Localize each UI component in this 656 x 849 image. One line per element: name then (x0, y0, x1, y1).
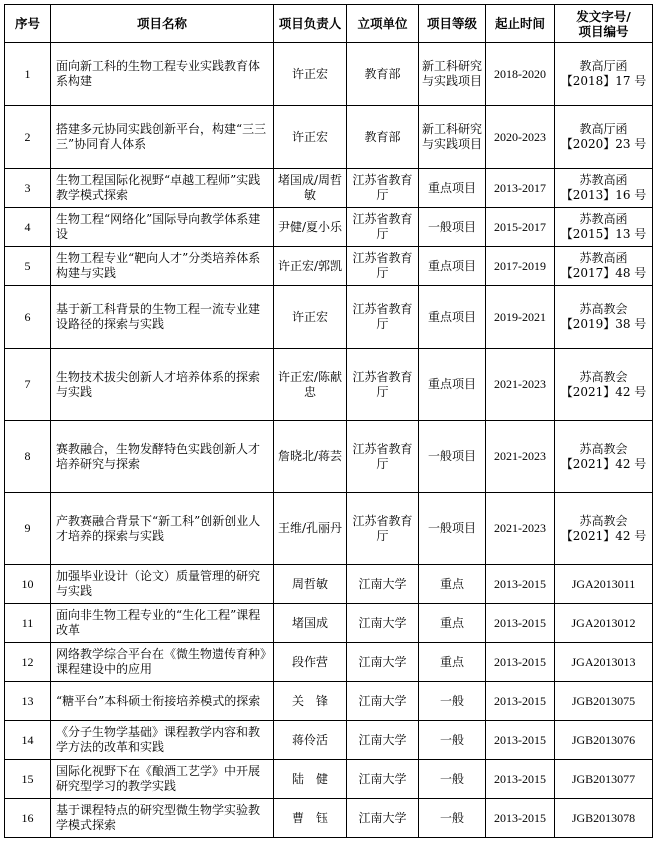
cell-no: 15 (5, 760, 51, 799)
cell-doc (555, 247, 653, 286)
header-no: 序号 (5, 5, 51, 43)
cell-no: 9 (5, 493, 51, 565)
cell-leader: 王维/孔丽丹 (274, 493, 347, 565)
header-row (5, 5, 653, 43)
cell-period: 2013-2015 (486, 643, 555, 682)
cell-period: 2013-2015 (486, 682, 555, 721)
cell-period: 2013-2015 (486, 565, 555, 604)
cell-name: 基于课程特点的研究型微生物学实验教学模式探索 (51, 799, 274, 838)
cell-leader: 许正宏 (274, 286, 347, 349)
table-row (5, 721, 653, 760)
cell-doc (555, 604, 653, 643)
cell-name: 生物技术拔尖创新人才培养体系的探索与实践 (51, 349, 274, 421)
table-row (5, 799, 653, 838)
table-row (5, 169, 653, 208)
header-name: 项目名称 (51, 5, 274, 43)
table-row (5, 493, 653, 565)
cell-period: 2021-2023 (486, 493, 555, 565)
cell-unit: 江南大学 (347, 682, 419, 721)
cell-doc-line1: JGA2013013 (571, 654, 636, 669)
cell-name: “糖平台”本科硕士衔接培养模式的探索 (51, 682, 274, 721)
cell-no: 11 (5, 604, 51, 643)
cell-unit: 江南大学 (347, 721, 419, 760)
cell-no: 12 (5, 643, 51, 682)
cell-level: 一般项目 (419, 208, 486, 247)
cell-leader: 曹 钰 (274, 799, 347, 838)
cell-leader: 周哲敏 (274, 565, 347, 604)
cell-leader: 堵国成 (274, 604, 347, 643)
cell-level: 重点 (419, 643, 486, 682)
cell-level: 重点项目 (419, 169, 486, 208)
table-row (5, 643, 653, 682)
header-doc-line1: 发文字号/ (576, 8, 631, 24)
cell-name: 基于新工科背景的生物工程一流专业建设路径的探索与实践 (51, 286, 274, 349)
cell-leader: 段作营 (274, 643, 347, 682)
cell-doc (555, 493, 653, 565)
cell-name: 面向非生物工程专业的“生化工程”课程改革 (51, 604, 274, 643)
cell-no: 13 (5, 682, 51, 721)
cell-level: 一般项目 (419, 493, 486, 565)
cell-leader: 许正宏 (274, 43, 347, 106)
cell-no: 14 (5, 721, 51, 760)
table-row (5, 565, 653, 604)
cell-name: 赛教融合，生物发酵特色实践创新人才培养研究与探索 (51, 421, 274, 493)
table-row (5, 682, 653, 721)
cell-doc (555, 760, 653, 799)
cell-period: 2013-2017 (486, 169, 555, 208)
cell-level: 重点项目 (419, 247, 486, 286)
cell-doc (555, 106, 653, 169)
cell-name: 生物工程专业“靶向人才”分类培养体系构建与实践 (51, 247, 274, 286)
cell-period: 2021-2023 (486, 421, 555, 493)
cell-doc (555, 43, 653, 106)
cell-doc-line2: 【2021】42 号 (560, 456, 647, 471)
cell-doc (555, 208, 653, 247)
cell-no: 5 (5, 247, 51, 286)
cell-name: 产教赛融合背景下“新工科”创新创业人才培养的探索与实践 (51, 493, 274, 565)
header-leader: 项目负责人 (274, 5, 347, 43)
cell-doc (555, 421, 653, 493)
cell-no: 2 (5, 106, 51, 169)
cell-unit: 江南大学 (347, 760, 419, 799)
cell-name: 面向新工科的生物工程专业实践教育体系构建 (51, 43, 274, 106)
cell-level: 一般 (419, 721, 486, 760)
cell-doc-line1: JGB2013076 (571, 732, 636, 747)
cell-period: 2018-2020 (486, 43, 555, 106)
cell-unit: 江南大学 (347, 604, 419, 643)
cell-doc (555, 349, 653, 421)
cell-doc-line1: JGA2013011 (571, 576, 636, 591)
cell-unit: 江苏省教育厅 (347, 349, 419, 421)
table-row (5, 349, 653, 421)
cell-doc (555, 169, 653, 208)
cell-level: 一般项目 (419, 421, 486, 493)
header-level: 项目等级 (419, 5, 486, 43)
cell-no: 8 (5, 421, 51, 493)
cell-level: 新工科研究与实践项目 (419, 43, 486, 106)
cell-doc (555, 799, 653, 838)
cell-doc-line2: 【2019】38 号 (560, 317, 647, 331)
cell-level: 新工科研究与实践项目 (419, 106, 486, 169)
cell-doc-line1: 教高厅函 (579, 122, 628, 136)
cell-doc-line1: 苏高教会 (579, 513, 628, 528)
cell-doc (555, 643, 653, 682)
cell-doc (555, 286, 653, 349)
cell-level: 重点 (419, 604, 486, 643)
cell-leader: 许正宏/陈献忠 (274, 349, 347, 421)
cell-name: 生物工程国际化视野“卓越工程师”实践教学模式探索 (51, 169, 274, 208)
cell-doc-line1: 苏教高函 (579, 173, 628, 187)
cell-doc-line2: 【2013】16 号 (560, 188, 647, 202)
cell-doc-line1: 苏高教会 (579, 441, 628, 456)
cell-level: 重点 (419, 565, 486, 604)
cell-period: 2015-2017 (486, 208, 555, 247)
table-row (5, 106, 653, 169)
cell-name: 《分子生物学基础》课程教学内容和教学方法的改革和实践 (51, 721, 274, 760)
cell-no: 4 (5, 208, 51, 247)
cell-doc-line1: JGB2013075 (571, 693, 636, 708)
cell-doc-line1: 苏教高函 (579, 251, 628, 265)
cell-doc-line1: 苏高教会 (579, 302, 628, 316)
header-doc (555, 5, 653, 43)
table-body (5, 43, 653, 838)
cell-period: 2013-2015 (486, 799, 555, 838)
cell-unit: 教育部 (347, 106, 419, 169)
cell-doc-line1: JGB2013077 (571, 771, 636, 786)
cell-doc-line2: 【2017】48 号 (560, 266, 647, 280)
cell-doc-line2: 【2015】13 号 (560, 227, 647, 241)
cell-period: 2013-2015 (486, 721, 555, 760)
cell-leader: 堵国成/周哲敏 (274, 169, 347, 208)
cell-level: 一般 (419, 682, 486, 721)
cell-leader: 陆 健 (274, 760, 347, 799)
cell-leader: 许正宏 (274, 106, 347, 169)
cell-unit: 教育部 (347, 43, 419, 106)
cell-doc (555, 565, 653, 604)
cell-doc-line1: 教高厅函 (579, 59, 628, 73)
cell-no: 3 (5, 169, 51, 208)
cell-doc-line2: 【2018】17 号 (560, 74, 647, 88)
cell-unit: 江苏省教育厅 (347, 169, 419, 208)
cell-doc-line1: 苏高教会 (579, 369, 628, 384)
cell-leader: 尹健/夏小乐 (274, 208, 347, 247)
projects-table (4, 4, 653, 838)
cell-no: 10 (5, 565, 51, 604)
table-row (5, 286, 653, 349)
cell-leader: 关 锋 (274, 682, 347, 721)
cell-level: 一般 (419, 760, 486, 799)
cell-unit: 江苏省教育厅 (347, 286, 419, 349)
cell-leader: 詹晓北/蒋芸 (274, 421, 347, 493)
cell-leader: 蒋伶活 (274, 721, 347, 760)
cell-unit: 江南大学 (347, 643, 419, 682)
cell-unit: 江苏省教育厅 (347, 421, 419, 493)
cell-no: 1 (5, 43, 51, 106)
cell-period: 2020-2023 (486, 106, 555, 169)
cell-doc (555, 721, 653, 760)
cell-name: 生物工程“网络化”国际导向教学体系建设 (51, 208, 274, 247)
cell-doc-line2: 【2020】23 号 (560, 137, 647, 151)
table-row (5, 208, 653, 247)
cell-period: 2019-2021 (486, 286, 555, 349)
cell-doc-line1: JGB2013078 (571, 810, 636, 825)
cell-no: 16 (5, 799, 51, 838)
header-unit: 立项单位 (347, 5, 419, 43)
cell-doc-line2: 【2021】42 号 (560, 528, 647, 543)
cell-period: 2021-2023 (486, 349, 555, 421)
cell-doc-line1: JGA2013012 (571, 615, 636, 630)
cell-unit: 江苏省教育厅 (347, 208, 419, 247)
cell-level: 重点项目 (419, 349, 486, 421)
cell-leader: 许正宏/郭凯 (274, 247, 347, 286)
cell-doc-line2: 【2021】42 号 (560, 384, 647, 399)
cell-unit: 江南大学 (347, 565, 419, 604)
header-period: 起止时间 (486, 5, 555, 43)
cell-no: 6 (5, 286, 51, 349)
cell-period: 2013-2015 (486, 604, 555, 643)
table-row (5, 421, 653, 493)
cell-name: 国际化视野下在《酿酒工艺学》中开展研究型学习的教学实践 (51, 760, 274, 799)
cell-name: 网络教学综合平台在《微生物遗传育种》课程建设中的应用 (51, 643, 274, 682)
cell-unit: 江苏省教育厅 (347, 493, 419, 565)
table-row (5, 760, 653, 799)
cell-no: 7 (5, 349, 51, 421)
cell-period: 2013-2015 (486, 760, 555, 799)
cell-name: 搭建多元协同实践创新平台，构建“三三三”协同育人体系 (51, 106, 274, 169)
table-row (5, 247, 653, 286)
cell-level: 一般 (419, 799, 486, 838)
header-doc-line2: 项目编号 (578, 23, 629, 39)
cell-period: 2017-2019 (486, 247, 555, 286)
cell-unit: 江苏省教育厅 (347, 247, 419, 286)
cell-name: 加强毕业设计（论文）质量管理的研究与实践 (51, 565, 274, 604)
cell-doc (555, 682, 653, 721)
table-row (5, 43, 653, 106)
cell-level: 重点项目 (419, 286, 486, 349)
cell-doc-line1: 苏教高函 (579, 212, 628, 226)
table-row (5, 604, 653, 643)
cell-unit: 江南大学 (347, 799, 419, 838)
